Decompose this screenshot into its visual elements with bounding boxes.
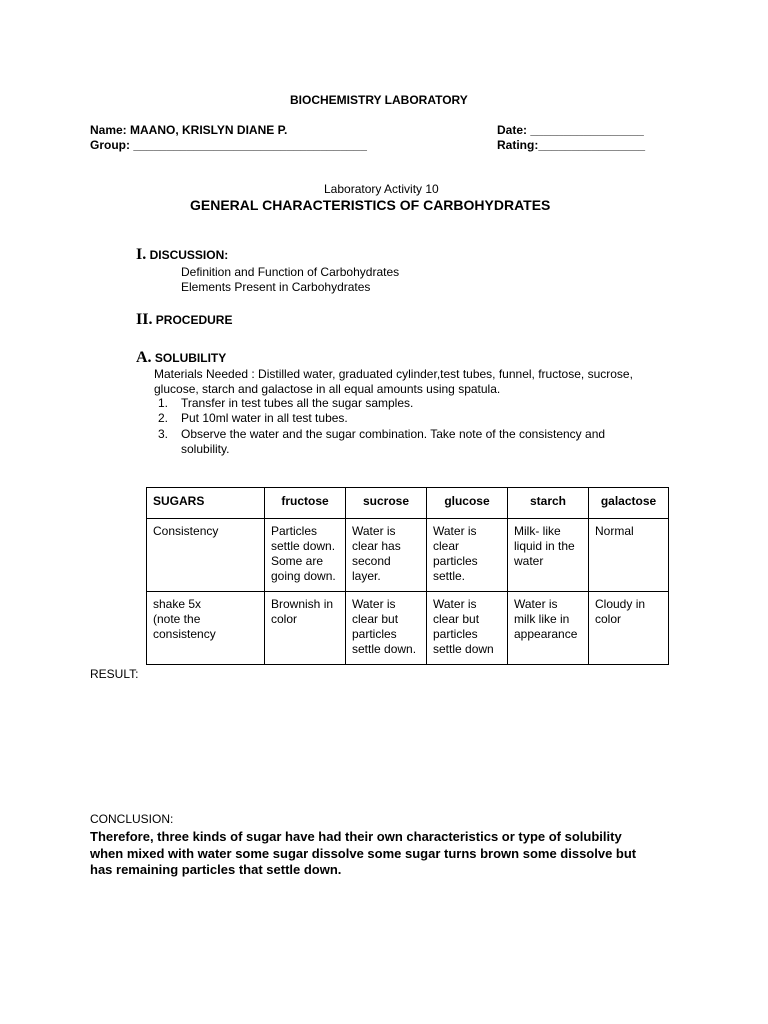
procedure-numeral: II.: [136, 311, 153, 328]
table-cell: Water is milk like in appearance: [508, 592, 589, 665]
group-line: Group: ___________________________________: [90, 138, 367, 152]
rating-line: Rating:________________: [497, 138, 646, 152]
table-header-cell: glucose: [427, 488, 508, 519]
table-row: [147, 519, 669, 592]
table-header-cell: sucrose: [346, 488, 427, 519]
table-header-cell: SUGARS: [147, 488, 265, 519]
discussion-heading-text: DISCUSSION:: [149, 248, 229, 262]
step-number: 3.: [158, 427, 169, 441]
step-text-continued: solubility.: [181, 442, 230, 456]
table-cell: Water is clear particles settle.: [427, 519, 508, 592]
step-text: Observe the water and the sugar combination. Take note of the consistency and: [181, 427, 606, 441]
table-cell: Brownish in color: [265, 592, 346, 665]
discussion-heading: [136, 246, 228, 264]
lab-title: BIOCHEMISTRY LABORATORY: [290, 93, 468, 107]
procedure-heading: [136, 311, 232, 329]
table-cell: Consistency: [147, 519, 265, 592]
name-line: Name: MAANO, KRISLYN DIANE P.: [90, 123, 288, 137]
table-cell: Water is clear has second layer.: [346, 519, 427, 592]
solubility-letter: A.: [136, 349, 152, 366]
materials-line-1: Materials Needed : Distilled water, graduated cylinder,test tubes, funnel, fructose, sucrose,: [154, 367, 633, 381]
table-header-cell: starch: [508, 488, 589, 519]
table-cell: Water is clear but particles settle down.: [346, 592, 427, 665]
materials-line-2: glucose, starch and galactose in all equal amounts using spatula.: [154, 382, 501, 396]
step-text: Transfer in test tubes all the sugar samples.: [181, 396, 414, 410]
solubility-heading: [136, 349, 226, 367]
conclusion-line-2: when mixed with water some sugar dissolve some sugar turns brown some dissolve but: [90, 846, 637, 861]
sugars-table: [146, 487, 669, 665]
table-header-cell: fructose: [265, 488, 346, 519]
procedure-heading-text: PROCEDURE: [155, 313, 233, 327]
procedure-step: [158, 396, 678, 411]
step-text: Put 10ml water in all test tubes.: [181, 411, 348, 425]
table-cell: Water is clear but particles settle down: [427, 592, 508, 665]
activity-number: Laboratory Activity 10: [324, 182, 439, 196]
solubility-heading-text: SOLUBILITY: [154, 351, 227, 365]
table-cell: Cloudy in color: [589, 592, 669, 665]
table-cell: Milk- like liquid in the water: [508, 519, 589, 592]
table-cell: shake 5x (note the consistency: [147, 592, 265, 665]
step-number: 2.: [158, 411, 169, 425]
procedure-step: [158, 411, 678, 426]
discussion-item: Definition and Function of Carbohydrates: [181, 265, 400, 279]
conclusion-line-3: has remaining particles that settle down.: [90, 862, 342, 877]
conclusion-label: CONCLUSION:: [90, 812, 174, 826]
table-header-row: [147, 488, 669, 519]
table-cell: Normal: [589, 519, 669, 592]
table-header-cell: galactose: [589, 488, 669, 519]
discussion-numeral: I.: [136, 246, 147, 263]
activity-title: GENERAL CHARACTERISTICS OF CARBOHYDRATES: [190, 197, 551, 213]
procedure-step: [158, 427, 678, 457]
conclusion-line-1: Therefore, three kinds of sugar have had their own characteristics or type of solubility: [90, 829, 622, 844]
discussion-item: Elements Present in Carbohydrates: [181, 280, 371, 294]
table-cell: Particles settle down. Some are going down.: [265, 519, 346, 592]
result-label: RESULT:: [90, 667, 139, 681]
date-line: Date: _________________: [497, 123, 644, 137]
table-row: [147, 592, 669, 665]
step-number: 1.: [158, 396, 169, 410]
